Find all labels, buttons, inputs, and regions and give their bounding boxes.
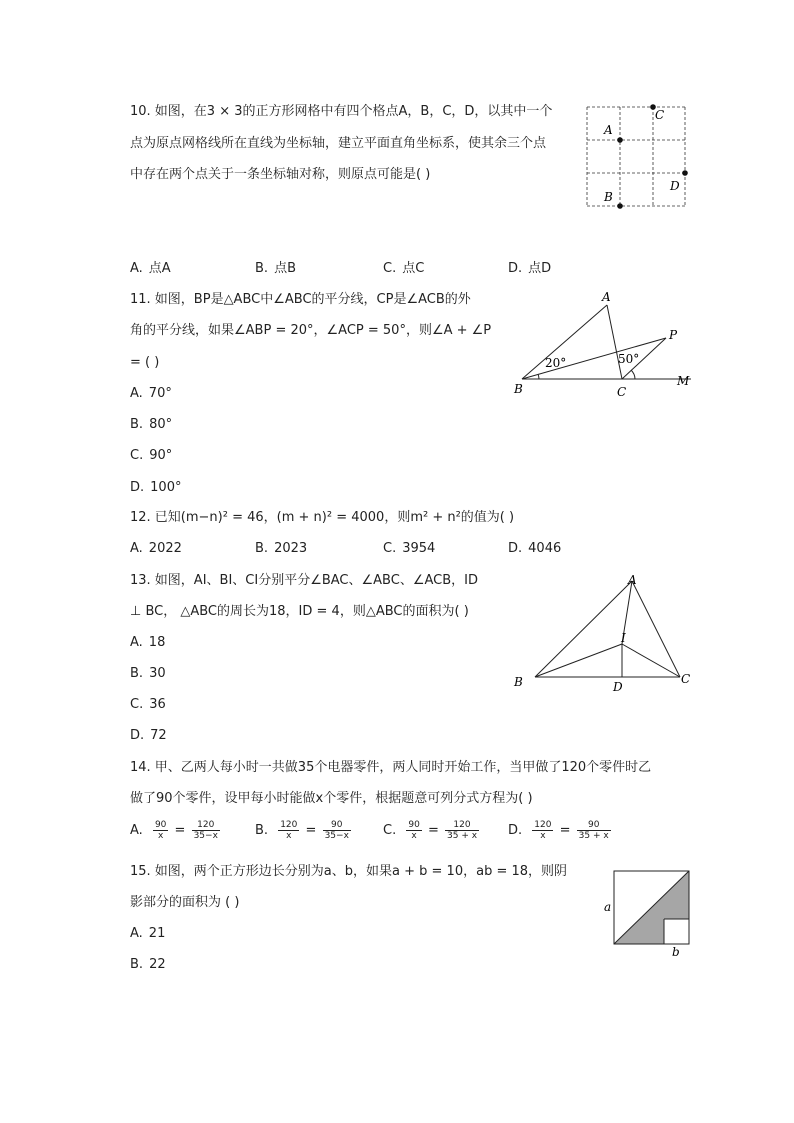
- q14-stem-line-2: 做了90个零件，设甲每小时能做x个零件，根据题意可列分式方程为( ): [130, 791, 533, 806]
- grid-point-a: [617, 137, 623, 143]
- q14-option-b[interactable]: B. $\frac{120}{x}$ = $\frac{90}{35-x}$: [255, 820, 349, 841]
- q11-stem-line-3: = ( ): [130, 355, 160, 370]
- left-fraction: $\frac{90}{x}$: [154, 820, 167, 841]
- segment-ac: [607, 305, 622, 379]
- label-d: D: [670, 179, 680, 193]
- q10-stem-line-3: 中存在两个点关于一条坐标轴对称，则原点可能是( ): [130, 167, 431, 182]
- q12-option-a[interactable]: A. 2022: [130, 541, 182, 556]
- q11-stem-line-1: 11. 如图，BP是△ABC中∠ABC的平分线，CP是∠ACB的外: [130, 292, 471, 307]
- q12-option-c[interactable]: C. 3954: [383, 541, 436, 556]
- q14-stem-line-1: 14. 甲、乙两人每小时一共做35个电器零件，两人同时开始工作，当甲做了120个零件时乙: [130, 760, 652, 775]
- q13-option-a[interactable]: A. 18: [130, 635, 166, 650]
- grid-point-b: [617, 203, 623, 209]
- q10-option-d[interactable]: D. 点D: [508, 261, 552, 276]
- q10-grid-figure: [580, 100, 692, 212]
- right-fraction: $\frac{90}{35-x}$: [324, 820, 349, 841]
- q11-option-c[interactable]: C. 90°: [130, 448, 173, 463]
- q14-option-d[interactable]: D. $\frac{120}{x}$ = $\frac{90}{35 + x}$: [508, 820, 609, 841]
- label-b: B: [514, 382, 523, 396]
- label-c: C: [617, 385, 627, 399]
- left-fraction: $\frac{120}{x}$: [280, 820, 298, 841]
- q11-triangle-figure: [505, 287, 705, 402]
- label-p: P: [669, 328, 678, 342]
- q15-stem-line-1: 15. 如图，两个正方形边长分别为a、b，如果a + b = 10，ab = 18，则阴: [130, 864, 568, 879]
- label-b: B: [604, 190, 613, 204]
- q13-triangle-figure: [508, 572, 698, 697]
- right-fraction: $\frac{120}{35-x}$: [193, 820, 218, 841]
- angle-arc-b: [538, 374, 539, 379]
- angle-label-50: 50°: [618, 352, 640, 366]
- q14-option-c[interactable]: C. $\frac{90}{x}$ = $\frac{120}{35 + x}$: [383, 820, 478, 841]
- q12-option-d[interactable]: D. 4046: [508, 541, 562, 556]
- q13-stem-line-1: 13. 如图，AI、BI、CI分别平分∠BAC、∠ABC、∠ACB，ID: [130, 573, 478, 588]
- q10-option-a[interactable]: A. 点A: [130, 261, 171, 276]
- label-a: A: [604, 123, 613, 137]
- label-c: C: [681, 672, 691, 686]
- q15-squares-figure: [598, 862, 698, 962]
- q10-stem-line-1: 10. 如图，在3 × 3的正方形网格中有四个格点A，B，C，D，以其中一个: [130, 104, 553, 119]
- segment-ba: [535, 581, 632, 677]
- label-a: A: [628, 573, 637, 587]
- label-b: b: [672, 945, 680, 959]
- q10-option-b[interactable]: B. 点B: [255, 261, 296, 276]
- segment-bi: [535, 644, 622, 677]
- label-b: B: [514, 675, 523, 689]
- angle-label-20: 20°: [545, 356, 567, 370]
- label-m: M: [677, 374, 690, 388]
- right-fraction: $\frac{90}{35 + x}$: [578, 820, 609, 841]
- q11-option-a[interactable]: A. 70°: [130, 386, 172, 401]
- grid-point-d: [682, 170, 688, 176]
- q13-option-d[interactable]: D. 72: [130, 728, 167, 743]
- q11-stem-line-2: 角的平分线，如果∠ABP = 20°，∠ACP = 50°，则∠A + ∠P: [130, 323, 492, 338]
- q15-option-a[interactable]: A. 21: [130, 926, 166, 941]
- label-i: I: [621, 631, 626, 645]
- q13-option-c[interactable]: C. 36: [130, 697, 166, 712]
- right-fraction: $\frac{120}{35 + x}$: [447, 820, 478, 841]
- left-fraction: $\frac{90}{x}$: [408, 820, 420, 841]
- q12-stem-line-1: 12. 已知(m−n)² = 46，(m + n)² = 4000，则m² + n²的值为( ): [130, 510, 515, 525]
- label-c: C: [655, 108, 665, 122]
- q12-option-b[interactable]: B. 2023: [255, 541, 308, 556]
- q13-option-b[interactable]: B. 30: [130, 666, 166, 681]
- q10-option-c[interactable]: C. 点C: [383, 261, 425, 276]
- q15-stem-line-2: 影部分的面积为 ( ): [130, 895, 240, 910]
- q13-stem-line-2: ⊥ BC， △ABC的周长为18，ID = 4，则△ABC的面积为( ): [130, 604, 469, 619]
- label-d: D: [613, 680, 623, 694]
- q14-option-a[interactable]: A. $\frac{90}{x}$ = $\frac{120}{35-x}$: [130, 820, 218, 841]
- q11-option-b[interactable]: B. 80°: [130, 417, 173, 432]
- q10-stem-line-2: 点为原点网格线所在直线为坐标轴，建立平面直角坐标系，使其余三个点: [130, 136, 547, 151]
- angle-arc-c: [631, 370, 635, 379]
- label-a: a: [604, 900, 612, 914]
- q11-option-d[interactable]: D. 100°: [130, 480, 182, 495]
- left-fraction: $\frac{120}{x}$: [534, 820, 552, 841]
- q15-option-b[interactable]: B. 22: [130, 957, 166, 972]
- label-a: A: [602, 290, 611, 304]
- segment-ac: [632, 581, 680, 677]
